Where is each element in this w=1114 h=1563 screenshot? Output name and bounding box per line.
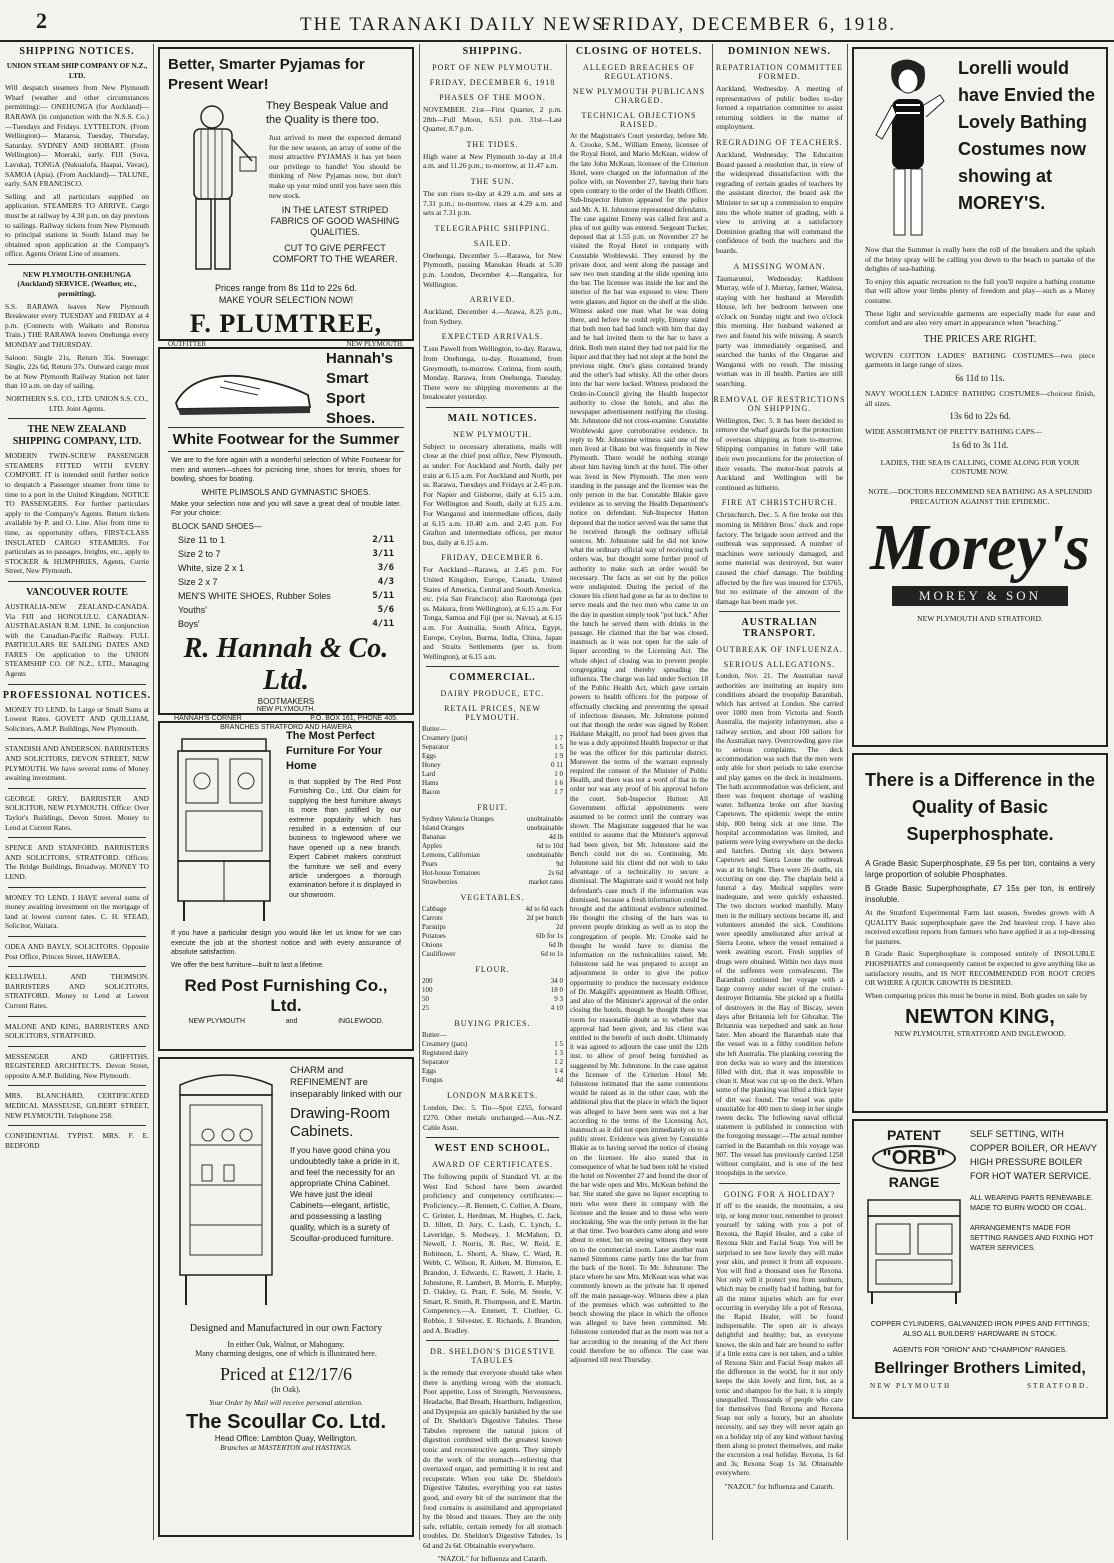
- ad-feature: ARRANGEMENTS MADE FOR SETTING RANGES AND FIXING HOT WATER SERVICES.: [970, 1223, 1098, 1253]
- ad-body: When comparing prices this must be borne in mind. Both grades on sale by: [865, 991, 1095, 1001]
- ad-headline: Hannah's Smart Sport Shoes.: [318, 349, 404, 429]
- price-table-row: Separator 1 2: [420, 1058, 565, 1067]
- price-table-row: Strawberries market rates: [420, 878, 565, 887]
- ad-town: STRATFORD.: [1027, 1382, 1090, 1390]
- buying-price-table: [420, 1031, 565, 1085]
- ad-lead: They Bespeak Value and the Quality is there too.: [266, 99, 404, 127]
- ad-town: NEW PLYMOUTH: [870, 1382, 951, 1390]
- price-table-row: Hams 1 6: [420, 779, 565, 788]
- morey-bathing-costumes-ad: [852, 47, 1108, 747]
- ad-body: B Grade Basic Superphosphate is composed entirely of INSOLUBLE PHOSPHATES and consequently cannot be expected to give anything like as satisfactory results, and IS NOT RECOMMENDED FOR ROOT CROPS OR WHERE A QUICK GROWTH IS DESIRED.: [865, 949, 1095, 987]
- ad-town: INGLEWOOD.: [338, 1018, 384, 1025]
- column-footer: "NAZOL" for Influenza and Catarrh.: [423, 1554, 562, 1563]
- price-row: Youths' 5/6: [178, 605, 394, 615]
- ad-item-price: 1s 6d to 3s 11d.: [862, 440, 1098, 450]
- section-heading: SHIPPING NOTICES.: [2, 46, 152, 57]
- price-table-row: 100 18 0: [420, 986, 565, 995]
- page-number: 2: [36, 8, 47, 34]
- price-row: Size 11 to 1 2/11: [178, 535, 394, 545]
- price-table-row: 200 34 0: [420, 977, 565, 986]
- ad-item-price: 6s 11d to 11s.: [862, 373, 1098, 383]
- price-list-heading: BLOCK SAND SHOES—: [172, 522, 400, 531]
- newspaper-title: THE TARANAKI DAILY NEWS.: [300, 14, 612, 36]
- ad-town: NEW PLYMOUTH: [188, 1018, 245, 1025]
- price-table-row: Eggs 1 9: [420, 752, 565, 761]
- price-table-row: Honey 0 11: [420, 761, 565, 770]
- notice-title: NEW PLYMOUTH-ONEHUNGA (Auckland) SERVICE. (Weather, etc., permitting).: [5, 270, 149, 299]
- column-closing-of-hotels: CLOSING OF HOTELS. ALLEGED BREACHES OF REGULATIONS. NEW PLYMOUTH PUBLICANS CHARGED. TECHNICAL OBJECTIONS RAISED. At the Magistrate's Court yesterday, before Mr. A. Crooke, S.M., William Emeny, licensee of the Royal Hotel, and Mario McKean, widow of the late John McKean, licensee of the Criterion Hotel, were charged on the information of the police with, on November 27, having their bars open contrary to the order of the Health Officer. Sub-Inspector Hutton appeared for the police and Mr. A. H. Johnstone represented defendants. The case against Emeny was called first and a plea of not guilty was entered. Sergeant Tucker, deposed that at 1.55 p.m. on November 27 he visited the Royal Hotel in company with Constable Wroblewski. They entered by the private door, and went along the passage and saw two men standing at the slide opening into the bar. The licensee was inside the bar and the interior of the bar was exposed to view. There were glasses and liquor on the shelf at the slide. Witness asked one man what he was doing there, and before he could reply, Emeny stated that both men had had lunch with him that day and he had invited them to the bar to have a drink. Both men stated they had not paid for the liquor and that they had not slept at the hotel the previous night. One's glass contained brandy and the other's had whisky. All the other doors into the bar were locked. Witness produced the Order-in-Council giving the Health Inspector authority to close the hotels, and also the newspaper advertisement notifying the closing. Mr. Johnstone did not cross-examine. Constable Wroblewski gave corroborative evidence. In reply to Mr. Johnstone witness said one of the men lived at Okato but was frequently in New Plymouth. There would be nothing strange about him having lunch at the hotel. The other was lived in New Plymouth. The men were standing in the passage and the licensee was the only person in the bar. Constable Blakie gave evidence as to serving the Health Department's notice on defendant. Sub-Inspector Hutton deposed that the notice served was the same that he received through the ordinary official sources. Mr. Johnstone said he did not know what the ordinary official way of receiving such orders was, but thought some further proof of authority to make such an order would be necessary. The facts as set out by the police were undisputed. During the period of the closure his client had gone as far as to decline to serve meals and the two men who came in on the day in question simply took "pot luck." After the lunch he served them with drinks in the passage. He claimed that the bar was closed, inasmuch as it was not open for the sale of liquor according to the Licensing Act. The whole object of closing was to prevent people congregating and thereby spreading the influenza. The charge was laid under Section 18 of the Public Health Act, which gave certain powers to health officers for the purpose of effectually checking and preventing the spread of infectious diseases. Mr. Johnstone pointed out that though the order was signed by Robert Haldane Makgill, no proof had been given that he was a duly appointed Health Inspector or that he was the officer for this particular district. Moreover the terms of the warrant expressly required the consent of the Minister of Public Health, and there was not a word of that in the order nor was any proof of his approval before the court. Sub-Inspector Hutton: All Government official appointments were assumed to be correct until the contrary was shown. The Magistrate suggested that he was entitled to assume that the Minister's approval had been given, but Mr. Johnstone said the Bench could not do so. Continuing, Mr. Johnstone said his client did not wish to take advantage of a technicality to secure a dismissal. The Magistrate said it would not help defendant's case much if the information was dismissed, because a fresh information could be brought and the additional evidence submitted. He thought the closing of the bars was to prevent people drinking as well as to stop the congregation of people. Mr. Crooke said he thought he would have to dismiss the information on the technicalities raised. Mr. Johnstone said he was prepared to accept an adjournment in order to give the police opportunity to produce the necessary evidence of Dr. Makgill's appointment as Health Officer, and also of the Minister's approval of the order closing the hotels, though he thought there was room for reasonable doubt as to whether that approval had been given, and his client was entitled to the benefit of such doubt. Ultimately it was agreed to adjourn the case until the 12th inst. to allow of proof being furnished as suggested by Mr. Johnstone. In the case against the licensee of the Criterion Hotel Mr. Johnstone intimated that the same contentions would be raised as in the other case, with the additional plea that the place in which the liquor was alleged to have been seen was not a bar according to the terms of the Licensing Act, inasmuch as it did not open immediately on to a public street. Evidence was given by Constable Blakie as to having served the notice of closing on the licensee. He also stated that in consequence of what he had been told he visited the hotel on November 27 and found the door of the bar wide open and Mrs. McKean behind the bar. She stated she gave no liquor excepting to men who were there in company with the licensee and the lessee and to those who were stocktaking. She was the only person in the bar at that time. Two boarders came along and were about to enter, but on seeing witness they went on to the commercial room. Later another man named Simmons came partly into the bar from the back of the hotel. To Mr. Johnstone: The place where he saw Mrs. McKean was what was commonly known as the private bar. It opened off the main passage-way. Witness drew a plan of the premises which was submitted to the bench showing the place in which the offence was alleged to have been committed. Mr. Johnstone contended that as the room was not a bar according to the meaning of the Act there could therefore be no offence. The case was adjourned till next Thursday.: [567, 44, 711, 1540]
- professional-notice: STANDISH AND ANDERSON. BARRISTERS AND SOLICITORS, DEVON STREET, NEW PLYMOUTH. We have several sums of Money awaiting investment.: [5, 744, 149, 782]
- column-advertisements: [154, 44, 418, 1540]
- plumtree-pyjamas-ad: [158, 47, 414, 341]
- price-row: Size 2 to 7 3/11: [178, 549, 394, 559]
- newton-king-superphosphate-ad: [852, 753, 1108, 1113]
- red-post-furnishing-ad: The Most Perfect Furniture For Your Home is that supplied by The Red Post Furnishing Co., Ltd. Our claim for supplying the best furniture always is more than justified by our extreme popularity which has resulted in a extension of our business to Inglewood where we have opened up a new branch. Expert Cabinet makers construct the furniture we sell and every article undergoes a thorough examination before it is displayed in our showroom. If you have a particular design you would like let us know for we can execute the job at the shortest notice and with every assurance of absolute satisfaction. We offer the best furniture—built to last a lifetime. Red Post Furnishing Co., Ltd. NEW PLYMOUTH and INGLEWOOD.: [158, 721, 414, 1051]
- ad-body: These light and serviceable garments are especially made for ease and comfort and are also very smart in appearance when "beaching.": [865, 309, 1095, 328]
- professional-notice: ODEA AND BAYLY, SOLICITORS. Opposite Post Office, Princes Street, HAWERA.: [5, 942, 149, 961]
- ad-item-price: 13s 6d to 22s 6d.: [862, 411, 1098, 421]
- ad-grade-b: B Grade Basic Superphosphate, £7 15s per ton, is entirely insoluble.: [865, 883, 1095, 905]
- woman-in-bathing-costume-illustration: [862, 55, 954, 245]
- retail-price-table: [420, 725, 565, 797]
- ad-town: NEW PLYMOUTH.: [346, 340, 404, 348]
- price-table-row: Sydney Valencia Oranges unobtainable: [420, 815, 565, 824]
- ad-trade: BOOTMAKERS: [168, 697, 404, 706]
- price-table-row: Island Oranges unobtainable: [420, 824, 565, 833]
- hannah-sport-shoes-ad: [158, 347, 414, 715]
- price-table-row: Creamery (pats) 1 7: [420, 734, 565, 743]
- ad-stock: COPPER CYLINDERS, GALVANIZED IRON PIPES AND FITTINGS; ALSO ALL BUILDERS' HARDWARE IN STOCK.: [862, 1319, 1098, 1339]
- ad-body: If you have good china you undoubtedly take a pride in it, and feel the necessity for an appropriate China Cabinet. We have just the ideal Cabinets—elegant, artistic, and possessing a lasting quality, which is a surety of Scoullar-produced furniture.: [290, 1145, 404, 1244]
- price-row: Boys' 4/11: [178, 619, 394, 629]
- price-table-row: Lard 1 0: [420, 770, 565, 779]
- man-in-pyjamas-illustration: [168, 99, 260, 279]
- ad-item: WIDE ASSORTMENT OF PRETTY BATHING CAPS—: [865, 427, 1095, 437]
- ad-call-to-action: MAKE YOUR SELECTION NOW!: [168, 295, 404, 305]
- notice-body: AUSTRALIA-NEW ZEALAND-CANADA. Via FIJI and HONOLULU. CANADIAN-AUSTRALASIAN R.M. LINE. In conjunction with the Canadian-Pacific Railway. FULL PARTICULARS RE SAILING DATES AND FARES On application to the UNION STEAMSHIP CO. OF N.Z., LTD., Managing Agents: [5, 602, 149, 679]
- column-advertisements-right: [848, 44, 1112, 1540]
- ad-feature: ALL WEARING PARTS RENEWABLE. MADE TO BURN WOOD OR COAL.: [970, 1193, 1098, 1213]
- morey-logo: Morey's: [862, 510, 1098, 586]
- price-table-row: Parsnips 2d: [420, 923, 565, 932]
- professional-notice: MESSENGER AND GRIFFITHS. REGISTERED ARCHITECTS. Devon Street, opposite A.M.P. Building, New Plymouth.: [5, 1052, 149, 1081]
- ad-body: In either Oak, Walnut, or Mahogany.: [168, 1340, 404, 1349]
- section-heading: AUSTRALIAN TRANSPORT.: [713, 617, 846, 639]
- price-table-row: 50 9 3: [420, 995, 565, 1004]
- professional-notice: MONEY TO LEND. In Large or Small Sums at Lowest Rates. GOVETT AND QUILLIAM, Solicitors, A.M.P. Buildings, New Plymouth.: [5, 705, 149, 734]
- range-brand-label: "ORB": [872, 1145, 956, 1172]
- professional-notice: KELLIWELL AND THOMSON. BARRISTERS AND SOLICITORS, STRATFORD. Money to Lend at Lowest Current Rates.: [5, 972, 149, 1010]
- ad-banner: White Footwear for the Summer: [168, 427, 404, 452]
- ad-towns: NEW PLYMOUTH AND STRATFORD.: [862, 614, 1098, 623]
- masthead: [0, 0, 1114, 42]
- ad-feature: CUT TO GIVE PERFECT COMFORT TO THE WEARER.: [266, 243, 404, 265]
- ad-feature: IN THE LATEST STRIPED FABRICS OF GOOD WASHING QUALITIES.: [266, 205, 404, 238]
- ad-subhead: Designed and Manufactured in our own Factory: [168, 1323, 404, 1334]
- price-table-row: Cabbage 4d to 6d each: [420, 905, 565, 914]
- ad-headline: Better, Smarter Pyjamas for Present Wear!: [168, 55, 404, 95]
- price-table-row: Lemons, Californian unobtainable: [420, 851, 565, 860]
- ad-town: NEW PLYMOUTH.: [168, 706, 404, 713]
- vegetable-price-table: [420, 905, 565, 959]
- china-cabinet-illustration: [168, 1065, 284, 1315]
- ad-item: NAVY WOOLLEN LADIES' BATHING COSTUMES—choicest finish, all sizes.: [865, 389, 1095, 408]
- price-table-row: Registered dairy 1 3: [420, 1049, 565, 1058]
- ad-headline: The Most Perfect Furniture For Your Home: [286, 729, 404, 774]
- column-footer: "NAZOL" for Influenza and Catarrh.: [716, 1482, 843, 1492]
- price-table-row: Potatoes 6lb for 1s: [420, 932, 565, 941]
- price-table-row: Fungus 4d: [420, 1076, 565, 1085]
- ad-body: Many charming designs, one of which is illustrated here.: [168, 1349, 404, 1358]
- ad-headline: Lorelli would have Envied the Lovely Bathing Costumes now showing at MOREY'S.: [954, 55, 1098, 245]
- notice-title: VANCOUVER ROUTE: [5, 587, 149, 599]
- price-table-row: Separator 1 5: [420, 743, 565, 752]
- price-table-row: Pears 9d: [420, 860, 565, 869]
- white-shoe-illustration: [168, 359, 318, 419]
- price-table-row: Butter—: [420, 725, 565, 734]
- price-table-row: 25 4 10: [420, 1004, 565, 1013]
- fruit-price-table: [420, 815, 565, 887]
- ad-firm-logo: R. Hannah & Co. Ltd.: [168, 633, 404, 697]
- professional-notice: CONFIDENTIAL TYPIST. MRS. F. E. BEDFORD: [5, 1131, 149, 1150]
- ad-headline: Drawing-Room Cabinets.: [290, 1105, 404, 1141]
- ad-trade: OUTFITTER: [168, 340, 206, 348]
- professional-notice: MRS. BLANCHARD, CERTIFICATED MEDICAL MASSEUSE, GILBERT STREET, NEW PLYMOUTH. Telephone 258.: [5, 1091, 149, 1120]
- ad-body: Make your selection now and you will save a great deal of trouble later. For your choice:: [171, 500, 401, 519]
- ad-subhead: THE PRICES ARE RIGHT.: [862, 334, 1098, 345]
- price-table-row: Bacon 1 7: [420, 788, 565, 797]
- ad-body: To enjoy this aquatic recreation to the full you'll require a bathing costume that will allow your limbs plenty of freedom and play—such as a Morey costume.: [865, 277, 1095, 306]
- notice-body: Selling and all particulars supplied on application. STEAMERS TO ARRIVE. Cargo must be at railway by 4.30 p.m. on day previous to sailings. Railway tickets from New Plymouth to principal stations in South Island may be obtained upon application at the Company's office. Agents Orient Line of steamers.: [5, 192, 149, 259]
- price-table-row: Creamery (pats) 1 5: [420, 1040, 565, 1049]
- ad-grade-a: A Grade Basic Superphosphate, £9 5s per ton, contains a very large proportion of soluble Phosphates.: [865, 858, 1095, 880]
- section-heading: PROFESSIONAL NOTICES.: [2, 690, 152, 701]
- scoullar-cabinets-ad: [158, 1057, 414, 1537]
- ad-price: Priced at £12/17/6: [168, 1364, 404, 1385]
- ad-headline: There is a Difference in the Quality of Basic Superphosphate.: [862, 767, 1098, 848]
- column-dominion-news: DOMINION NEWS. REPATRIATION COMMITTEE FORMED. Auckland, Wednesday. A meeting of representatives of public bodies to-day formed a repatriation committee to assist returning soldiers in the matter of employment. REGRADING OF TEACHERS. Auckland, Wednesday. The Education Board passed a resolution that, in view of the widespread dissatisfaction with the regrading of certain grades of teachers by the assistant director, the board ask the Minister to set up a commission to enquire into the whole matter of grading, with a view to arriving at a satisfactory Dominion grading that will command the confidence of both the teachers and the boards. A MISSING WOMAN. Taumarunui, Wednesday. Kathleen Murray, wife of J. Murray, farmer, Waitoa, staying with her husband at Meredith House, left her bedroom between one o'clock on Sunday night and two o'clock this morning. Her husband wakened at two and found his wife missing. A search party was immediately organised, and searched the banks of the Ongarue and Wanganui with no result. The missing woman was in ill health. Parties are still searching. REMOVAL OF RESTRICTIONS ON SHIPPING. Wellington, Dec. 5. It has been decided to remove the wharf guards for the protection of overseas shipping as from to-morrow. Shipping companies in future will take their own precautions for the protection of their vessels. The motor-boat patrols at Auckland and Wellington will be continued as hitherto. FIRE AT CHRISTCHURCH. Christchurch, Dec. 5. A fire broke out this morning in Mildren Bros.' dock and rope factory. The brigade soon arrived and the outbreak was suppressed. A number of machines were seriously damaged, and some material was destroyed, but water caused the chief damage. The building affected by the fire was insured for £3765, but no estimate of the amount of the damage has been made yet. AUSTRALIAN TRANSPORT. OUTBREAK OF INFLUENZA. SERIOUS ALLEGATIONS. London, Nov. 21. The Australian naval authorities are instituting an inquiry into conditions aboard the troopship Barambah, which has arrived at London. She carried over 1000 men from Victoria and South Australia, the majority infantrymen, also a railway section, and about 100 sailors for the Australian navy. Overcrowding gave rise to serious complaints. The deck accommodation was such that the men were only able for short periods to take exercise and play games on the deck in instalments. The bath accommodation was deficient, and there was frequent shortage of washing water. Influenza broke out after leaving Capetown. The epidemic swept the entire ship, 800 being sick at one time. The hospital accommodation was limited, and patients were lying everywhere on the decks and hatches. During six days between Capetown and Sierra Leone the outbreak was at its height. There were 26 deaths, six occurring on one day. The chaplain held a funeral a day. Medical supplies were inadequate, and were quickly exhausted. The two doctors worked manfully. Many men in the military sections became ill, and volunteers attended the sick. Conditions were speedily ameliorated after arrival at Sierra Leone, where the vessel remained a week awaiting escort. Fresh supplies of drugs were obtained. Within two days most of the sufferers were convalescent. The Barambah continued her voyage with a large convoy under escort of the cruiser-destroyer Britannia. She picked up a flotilla of destroyers in the Bay of Biscay, seven days after Britannia left for Gibraltar. The Britannia was torpedoed and sank an hour later. Men aboard the Barambah state that the vessel was in a filthy condition before she left Australia. The planking covering the iron decks was so wavy and the interstices filled with dirt, that it was impossible to clean it. Meat was cut up on the deck. When some of the planking was lifted a thick layer of dirt was found. The vessel was quite unsuitable for 400 men to sleep in her single tween decks. The following naval official statement is published in connection with the foregoing message:—The actual number carried in the Barambah on this voyage was 907. The vessel has previously carried 1258 without complaint, and is one of the best troopships in the service. GOING FOR A HOLIDAY? If off to the seaside, the mountains, a sea trip, or long motor tour, remember to protect yourself by taking with you a pot of Rexona, the Rapid Healer, and a cake of Rexona Skin and Facial Soap. You will be surprised to see how lovely they will make your skin, and protect it from all exposure. You will find a thousand uses for Rexona. Not only will it protect you from sunburn, which may be cruelly bad if bathing, but for all the minor injuries which are for ever occurring in everyday life a pot of Rexona, the Rapid Healer, will be found indispensable. The open air is always delightful and healthy; but, as everyone knows, the skin and hair are bound to suffer if a little extra care is not taken, and a tablet of Rexona Skin and Facial Soap makes all the difference in the world, for it not only keeps the skin lovely and firm, but, as a tonic and shampoo for the hair, it is simply unequalled. Thousands of people who care for themselves find Rexona and Rexona Soap not only a luxury, but an absolute necessity, and say they will never again go on a holiday trip of any kind without having them along to protect themselves, and make the excursion a real holiday. Rexona, 1s 6d and 3s; Rexona Soap 1s 3d. Obtainable everywhere. "NAZOL" for Influenza and Catarrh.: [713, 44, 846, 1540]
- morey-logo-banner: MOREY & SON: [892, 586, 1068, 606]
- bellringer-orb-range-ad: [852, 1119, 1108, 1419]
- price-row: Size 2 x 7 4/3: [178, 577, 394, 587]
- notice-title: THE NEW ZEALAND SHIPPING COMPANY, LTD.: [5, 424, 149, 448]
- ad-body: If you have a particular design you would like let us know for we can execute the job at the shortest notice and with every assurance of absolute satisfaction.: [171, 929, 401, 958]
- professional-notice: GEORGE GREY, BARRISTER AND SOLICITOR, NEW PLYMOUTH. Office: Over Taylor's Buildings, Devon Street. Money to Lend at Current Rates.: [5, 794, 149, 832]
- ad-body: Just arrived to meet the expected demand for the new season, an array of some of the most attractive PYJAMAS it has yet been our privilege to handle! You should be thinking of New Pyjamas now, but don't make up your mind until you have seen this new stock.: [269, 133, 401, 200]
- ad-firm-name: The Scoullar Co. Ltd.: [168, 1411, 404, 1434]
- price-table-row: Eggs 1 4: [420, 1067, 565, 1076]
- ad-subhead: WHITE PLIMSOLS AND GYMNASTIC SHOES.: [168, 488, 404, 497]
- ad-body: is that supplied by The Red Post Furnishing Co., Ltd. Our claim for supplying the best furniture always is more than justified by our extreme popularity which has resulted in a extension of our business to Inglewood where we have opened up a new branch. Expert Cabinet makers construct the furniture we sell and every article undergoes a thorough examination before it is displayed in our showroom.: [289, 778, 401, 900]
- professional-notice: SPENCE AND STANFORD. BARRISTERS AND SOLICITORS, STRATFORD. Offices: The Bridge Buildings, Broadway. MONEY TO LEND.: [5, 843, 149, 881]
- section-heading: MAIL NOTICES.: [420, 413, 565, 424]
- notice-body: S.S. RARAWA leaves New Plymouth Breakwater every TUESDAY and FRIDAY at 4 p.m. (Connects with Waikato and Rotorua Train.) THE RARAWA leaves Onehunga every MONDAY and THURSDAY.: [5, 302, 149, 350]
- ad-firm-name: Red Post Furnishing Co., Ltd.: [168, 976, 404, 1016]
- column-shipping-notices: [2, 44, 152, 1540]
- professional-notice: MONEY TO LEND. I HAVE several sums of money awaiting investment on the mortgage of land at lowest current rates. C. H. STEAD, Solicitor, Waitara.: [5, 893, 149, 931]
- flour-price-table: [420, 977, 565, 1013]
- issue-date: FRIDAY, DECEMBER 6, 1918.: [600, 14, 896, 36]
- ad-body: Now that the Summer is really here the roll of the breakers and the splash of the briny spray will be calling you down to the beach to partake of the delights of sea-bathing.: [865, 245, 1095, 274]
- ad-branches: BRANCHES STRATFORD AND HAWERA: [168, 724, 404, 731]
- ad-offer: We offer the best furniture—built to last a lifetime.: [171, 961, 401, 971]
- notice-body: Will despatch steamers from New Plymouth Wharf (weather and other circumstances permitting):— ONEHUNGA (for Auckland)— RARAWA (in conjunction with the N.S.S. Co.)—Tuesdays and Fridays. LYTTELTON. (From Wellington)— Mararoa, Tuesday, Thursday, Saturday. SYDNEY AND HOBART. (From Wellington)— Moeraki, early. FIJI (Suva, Lavuka), TONGA (Nukualofa, Haapai, Vavau), SAMOA (Apia). (From Auckland)— TALUNE, early. SAN FRANCISCO.: [5, 83, 149, 189]
- ad-lead: SELF SETTING, WITH COPPER BOILER, OR HEAVY HIGH PRESSURE BOILER FOR HOT WATER SERVICE.: [970, 1127, 1098, 1183]
- column-shipping-commercial: SHIPPING. PORT OF NEW PLYMOUTH. FRIDAY, DECEMBER 6, 1918 PHASES OF THE MOON. NOVEMBER. 21st—First Quarter, 2 p.m. 28th—Full Moon, 6.51 p.m. 31st—Last Quarter, 8.7 p.m. THE TIDES. High water at New Plymouth to-day at 10.4 a.m. and 11.26 p.m.; to-morrow, at 11.47 a.m. THE SUN. The sun rises to-day at 4.29 a.m. and sets at 7.31 p.m.; to-morrow, rises at 4.29 a.m. and sets at 7.31 p.m. TELEGRAPHIC SHIPPING. SAILED. Onehunga, December 5.—Rarawa, for New Plymouth, passing Manukau Heads at 5.30 p.m. London, December 4.—Rangatira, for Wellington. ARRIVED. Auckland, December 4.—Arawa, 8.25 p.m., from Sydney. EXPECTED ARRIVALS. T.ssn Pawell from Wellington, to-day. Rarawa, from Onehunga, to-day. Rosamond, from Greymouth, to-morrow. Corinna, from south, Monday. Rarawa, from Onehunga, Tuesday. There were no shipping movements at the breakwater yesterday. MAIL NOTICES. NEW PLYMOUTH. Subject to necessary alterations, mails will close at the chief post office, New Plymouth, as under: For Auckland and North, daily per train at 6.15 a.m. For Auckland and North, per ss. Rarawa, Tuesdays and Fridays at 2.45 p.m. For Napier and Gisborne, daily at 6.15 a.m. For Wellington and South, daily at 6.15 a.m. For Wanganui and intermediate offices, daily at 6.15 a.m. 10.40 a.m. and 2.45 p.m. For Grafton and intermediate offices, per motor bus, daily at 6.15 a.m. FRIDAY, DECEMBER 6. For Auckland—Rarawa, at 2.45 p.m. For United Kingdom, Europe, Canada, United States of America, Central and South America, etc. (via San Francisco): also Rarotonga (per ss. Makura, from Wellington), at 6.15 a.m. For Tonga, Samoa and Fiji (per ss. Navua), at 6.15 a.m. For Australia, South Africa, Egypt, Europe, Ceylon, Burma, India, China, Japan and Straits Settlements (per ss. from Wellington), at 6.15 a.m. COMMERCIAL. DAIRY PRODUCE, ETC. RETAIL PRICES, NEW PLYMOUTH. Butter— Creamery (pats) 1 7 Separator 1 5 Eggs 1 9 Honey 0 11 Lard 1 0 Hams 1 6 Bacon 1 7 FRUIT. Sydney Valencia Oranges unobtainable Island Oranges unobtainable Bananas 4d lb Apples 6d to 10d Lemons, Californian unobtainable Pears 9d Hot-house Tomatoes 2s 6d Strawberries market rates VEGETABLES. Cabbage 4d to 6d each Carrots 2d per bunch Parsnips 2d Potatoes 6lb for 1s Onions 6d lb Cauliflower 6d to 1s FLOUR. 200 34 0 100 18 0 50 9 3 25 4 10 BUYING PRICES. Butter— Creamery (pats) 1 5 Registered dairy 1 3 Separator 1 2 Eggs 1 4 Fungus 4d LONDON MARKETS. London, Dec. 5. Tin—Spot £255, forward £270. Other metals unchanged.—Aus.-N.Z. Cable Assn. WEST END SCHOOL. AWARD OF CERTIFICATES. The following pupils of Standard VI. at the West End School have been awarded proficiency and competency certificates:— Proficiency.—R. Bennett, C. Collier, A. Deare, C. Grinter, L. Herdman, M. Hughes, C. Jack, D. Jillett, D. Jury, C. Lash, C. Lynch, L. Laveridge, S. Medway, J. McMahon, D. Newell, J. Norris, R. Rec, W. Reid, E. Robinson, L. Shortt, A. Shaw, C. Ward, R. Webb, C. Wilson, R. Aitken, M. Birnston, E. Brandon, J. Edwards, C. Rawett, J. Harle, I. Johnstone, R. Lambert, B. Morris, E. Murphy, D. Oakley, G. Pratt, F. Sole, M. Steele, V. Smart, R. Smith, R. Thompson, and E. Martin. Competency.—A. Emmett, T. Clothier, G. Robbie, J. Silvester, E. Richards, J. Brandon, and A. Bradley. DR. SHELDON'S DIGESTIVE TABULES is the remedy that everyone should take when there is anything wrong with the stomach. Poor appetite, Loss of Strength, Nervousness, Headache, Bad Breath, Heartburn, Indigestion, and Dyspepsia are quickly banished by the use of Dr. Sheldon's Digestive Tabules. These Tabules represent the natural juices of digestion combined with the greatest known tonic and reconstructive agents. They simply do the work of the stomach—relieving that overtaxed organ, and permitting it to rest and recuperate. When you take Dr. Sheldon's Digestive Tabules, everything you eat tastes good, and every bit of the nutriment that the food contains is assimilated and appropriated by the blood and tissues. They are the only safe, reliable, certain remedy for all stomach troubles. Dr. Sheldon's Digestive Tabules, 1s 6d and 2s 6d. Obtainable everywhere. "NAZOL" for Influenza and Catarrh.: [420, 44, 565, 1540]
- ad-item: WOVEN COTTON LADIES' BATHING COSTUMES—two piece garments in large range of sizes.: [865, 351, 1095, 370]
- price-row: MEN'S WHITE SHOES, Rubber Soles 5/11: [178, 591, 394, 601]
- price-row: White, size 2 x 1 3/6: [178, 563, 394, 573]
- range-patent-label: PATENT: [862, 1127, 966, 1143]
- ad-branches: Branches at MASTERTON and HASTINGS.: [168, 1443, 404, 1452]
- ad-note: NOTE.—DOCTORS RECOMMEND SEA BATHING AS A SPLENDID PRECAUTION AGAINST THE EPIDEMIC.: [865, 487, 1095, 506]
- notice-agents: NORTHERN S.S. CO., LTD. UNION S.S. CO., LTD. Joint Agents.: [5, 394, 149, 413]
- cabinet-illustration: [168, 729, 280, 929]
- professional-notice: MALONE AND KING, BARRISTERS AND SOLICITORS, STRATFORD.: [5, 1022, 149, 1041]
- ad-body: We are to the fore again with a wonderful selection of White Footwear for men and women—shoes for picnicing time, shoes for tennis, shoes for bowling, shoes for boating.: [171, 456, 401, 485]
- ad-body: At the Stratford Experimental Farm last season, Swedes grown with A QUALITY Basic superphosphate gave the 2nd heaviest crop. I have also received excellent reports from farmers who have applied it as a top-dressing for pastures.: [865, 908, 1095, 946]
- notice-body: MODERN TWIN-SCREW PASSENGER STEAMERS FITTED WITH EVERY COMFORT. IT is intended until further notice to despatch a Passenger steamer from time to time to a port in the United Kingdom. NOTICE TO PASSENGERS. For further particulars apply to the Company's Agents. Return tickets available by P. and O. Line. Also from time to time, as opportunity offers, FIRST-CLASS INSULATED CARGO STEAMERS. For particulars as to passages, freights, etc., apply to STOCKER & HUMPHRIES, Agents, Currie Street, New Plymouth.: [5, 451, 149, 576]
- price-table-row: Cauliflower 6d to 1s: [420, 950, 565, 959]
- price-table-row: Onions 6d lb: [420, 941, 565, 950]
- notice-title: UNION STEAM SHIP COMPANY OF N.Z., LTD.: [5, 61, 149, 80]
- cooking-range-illustration: [862, 1190, 966, 1308]
- price-table-row: Bananas 4d lb: [420, 833, 565, 842]
- section-heading: WEST END SCHOOL.: [420, 1143, 565, 1154]
- ad-address: HANNAH'S CORNER: [174, 715, 242, 722]
- section-heading: COMMERCIAL.: [420, 672, 565, 683]
- price-table-row: Carrots 2d per bunch: [420, 914, 565, 923]
- section-heading: SHIPPING.: [420, 46, 565, 57]
- section-heading: CLOSING OF HOTELS.: [567, 46, 711, 57]
- ad-lead: CHARM and REFINEMENT are inseparably linked with our: [290, 1065, 404, 1101]
- ad-price: Prices range from 8s 11d to 22s 6d.: [168, 283, 404, 293]
- ad-mail-order: Your Order by Mail will receive personal attention.: [168, 1398, 404, 1407]
- range-range-label: RANGE: [862, 1174, 966, 1190]
- ad-office: Head Office: Lambton Quay, Wellington.: [168, 1434, 404, 1443]
- ad-firm-name: F. PLUMTREE,: [168, 309, 404, 339]
- ad-call-to-action: LADIES, THE SEA IS CALLING, COME ALONG FOR YOUR COSTUME NOW.: [865, 458, 1095, 477]
- price-table-row: Hot-house Tomatoes 2s 6d: [420, 869, 565, 878]
- ad-towns: NEW PLYMOUTH, STRATFORD AND INGLEWOOD.: [862, 1029, 1098, 1038]
- ad-firm-name: Bellringer Brothers Limited,: [862, 1360, 1098, 1378]
- ad-price-note: (In Oak).: [168, 1385, 404, 1394]
- price-table-row: Apples 6d to 10d: [420, 842, 565, 851]
- section-heading: DOMINION NEWS.: [713, 46, 846, 57]
- ad-phone: P.O. BOX 161, PHONE 405.: [310, 715, 398, 722]
- ad-agents: AGENTS FOR "ORION" AND "CHAMPION" RANGES.: [862, 1345, 1098, 1354]
- notice-body: Saloon: Single 21s, Return 35s. Steerage: Single, 22s 6d, Return 37s. Outward cargo must be at New Plymouth Railway Station not later than 10 a.m. on day of sailing.: [5, 353, 149, 391]
- price-table-row: Butter—: [420, 1031, 565, 1040]
- ad-firm-name: NEWTON KING,: [862, 1006, 1098, 1029]
- article-body: At the Magistrate's Court yesterday, before Mr. A. Crooke, S.M., William Emeny, licensee of the Royal Hotel, and Mario McKean, widow of the late John McKean, licensee of the Criterion Hotel, were charged on the information of the police with, on November 27, having their bars open contrary to the order of the Health Officer. Sub-Inspector Hutton appeared for the police and Mr. A. H. Johnstone represented defendants. The case against Emeny was called first and a plea of not guilty was entered. Sergeant Tucker, deposed that at 1.55 p.m. on November 27 he visited the Royal Hotel in company with Constable Wroblewski. They entered by the private door, and went along the passage and saw two men standing at the slide opening into the bar. The licensee was inside the bar and the interior of the bar was exposed to view. There were glasses and liquor on the shelf at the slide. Witness asked one man what he was doing there, and before he could reply, Emeny stated that both men had had lunch with him that day and he had invited them to the bar to have a drink. Both men stated they had not paid for the liquor and that they had not slept at the hotel the previous night. One's glass contained brandy and the other's had whisky. All the other doors into the bar were locked. Witness produced the Order-in-Council giving the Health Inspector authority to close the hotels, and also the newspaper advertisement notifying the closing. Mr. Johnstone did not cross-examine. Constable Wroblewski gave corroborative evidence. In reply to Mr. Johnstone witness said one of the men lived at Okato but was frequently in New Plymouth. There would be nothing strange about him having lunch at the hotel. The other was lived in New Plymouth. The men were standing in the passage and the licensee was the only person in the bar. Constable Blakie gave evidence as to serving the Health Department's notice on defendant. Sub-Inspector Hutton deposed that the notice served was the same that he received through the ordinary official sources. Mr. Johnstone said he did not know what the ordinary official way of receiving such orders was, but thought some further proof of authority to make such an order would be necessary. The facts as set out by the police were undisputed. During the period of the closure his client had gone as far as to decline to serve meals and the two men who came in on the day in question simply took "pot luck." After the lunch he served them with drinks in the passage. He claimed that the bar was closed, inasmuch as it was not open for the sale of liquor according to the Licensing Act. The whole object of closing was to prevent people congregating and thereby spreading the influenza. The charge was laid under Section 18 of the Public Health Act, which gave certain powers to health officers for the purpose of effectually checking and preventing the spread of infectious diseases. Mr. Johnstone pointed out that though the order was signed by Robert Haldane Makgill, no proof had been given that he was a duly appointed Health Inspector or that he was the officer for this particular district. Moreover the terms of the warrant expressly required the consent of the Minister of Public Health, and there was not a word of that in the order nor was any proof of his approval before the court. Sub-Inspector Hutton: All Government official appointments were assumed to be correct until the contrary was shown. The Magistrate suggested that he was entitled to assume that the Minister's approval had been given, but Mr. Johnstone said the Bench could not do so. Continuing, Mr. Johnstone said his client did not wish to take advantage of a technicality to secure a dismissal. The Magistrate said it would not help defendant's case much if the information was dismissed, because a fresh information could be brought and the additional evidence submitted. He thought the closing of the bars was to prevent people drinking as well as to stop the congregation of people. Mr. Crooke said he thought he would have to dismiss the information on the technicalities raised. Mr. Johnstone said he was prepared to accept an adjournment in order to give the police opportunity to produce the necessary evidence of Dr. Makgill's appointment as Health Officer, and also of the Minister's approval of the order closing the hotels, though he thought there was room for reasonable doubt as to whether that approval had been given, and his client was entitled to the benefit of such doubt. Ultimately it was agreed to adjourn the case until the 12th inst. to allow of proof being furnished as suggested by Mr. Johnstone. In the case against the licensee of the Criterion Hotel Mr. Johnstone intimated that the same contentions would be raised as in the other case, with the additional plea that the place in which the liquor was alleged to have been seen was not a bar according to the terms of the Licensing Act, inasmuch as it did not open immediately on to a public street. Evidence was given by Constable Blakie as to having served the notice of closing on the licensee. He also stated that in consequence of what he had been told he visited the hotel on November 27 and found the door of the bar wide open and Mrs. McKean behind the bar. She stated she gave no liquor excepting to men who were there in company with the licensee and the lessee and to those who were stocktaking. She was the only person in the bar at that time. Two boarders came along and were about to enter, but on seeing witness they went on to the commercial room. Later another man named Simmons came partly into the bar from the back of the hotel. To Mr. Johnstone: The place where he saw Mrs. McKean was what was commonly known as the private bar. It opened off the main passage-way. Witness drew a plan of the premises which was submitted to the bench showing the place in which the offence was alleged to have been committed. Mr. Johnstone contended that as the room was not a bar according to the meaning of the Act there could therefore be no offence. The case was adjourned till next Thursday.: [570, 132, 708, 1365]
